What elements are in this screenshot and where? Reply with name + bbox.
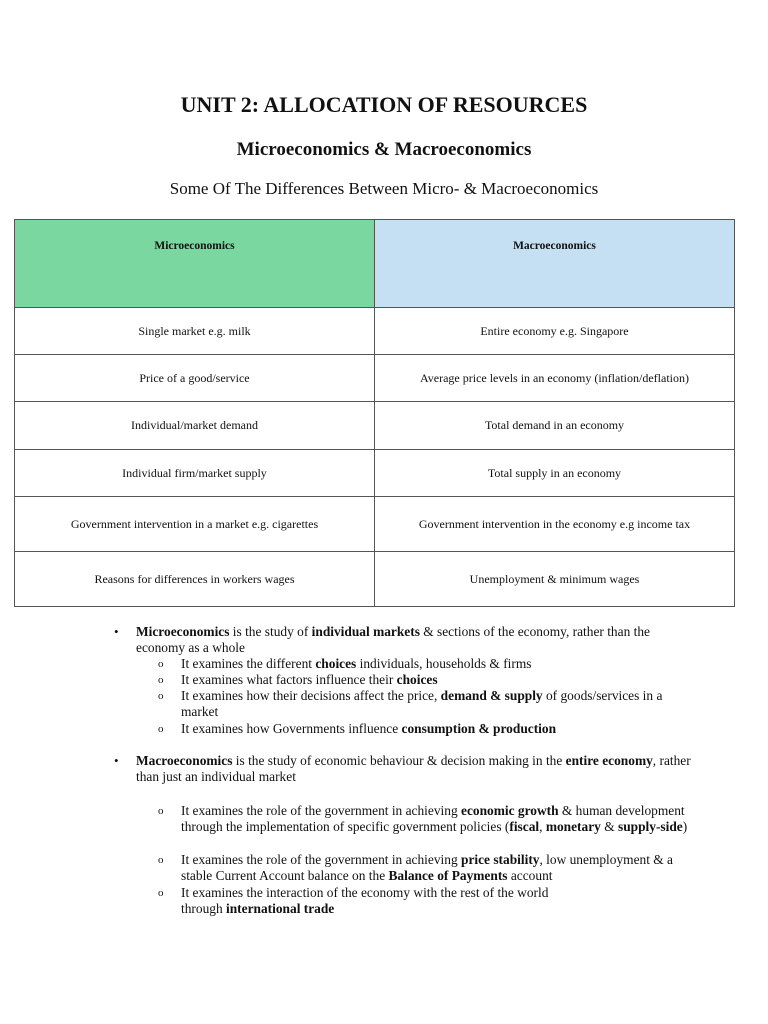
micro-bullet <box>114 624 696 656</box>
micro-cell: Single market e.g. milk <box>15 308 375 355</box>
sub-bullet-icon: o <box>158 854 164 866</box>
sub-bullet-icon: o <box>158 887 164 899</box>
macro-sub-item: o It examines the role of the government in achieving price stability, low unemployment & a stable Current Account balance on the Balance of Payments account <box>158 852 673 884</box>
table-row <box>15 552 735 607</box>
macro-column-header: Macroeconomics <box>375 220 735 308</box>
micro-sub-item: o It examines how their decisions affect the price, demand & supply of goods/services in a market <box>158 688 663 720</box>
bullet-icon: • <box>114 624 119 639</box>
macro-cell: Unemployment & minimum wages <box>375 552 735 607</box>
micro-sub-item: o It examines how Governments influence consumption & production <box>158 721 557 736</box>
micro-cell: Individual firm/market supply <box>15 450 375 497</box>
micro-column-header: Microeconomics <box>15 220 375 308</box>
table-caption: Some Of The Differences Between Micro- & Macroeconomics <box>169 179 599 198</box>
sub-bullet-icon: o <box>158 658 164 670</box>
page-title: UNIT 2: ALLOCATION OF RESOURCES <box>180 92 588 117</box>
sub-bullet-icon: o <box>158 723 164 735</box>
macro-definition: Macroeconomics is the study of economic behaviour & decision making in the entire economy, rather than just an individual market <box>136 753 691 785</box>
sub-bullet-icon: o <box>158 805 164 817</box>
macro-cell: Total supply in an economy <box>375 450 735 497</box>
micro-cell: Price of a good/service <box>15 355 375 402</box>
macro-cell: Government intervention in the economy e.g income tax <box>375 497 735 552</box>
sub-bullet-icon: o <box>158 674 164 686</box>
micro-sub-item: o It examines what factors influence their choices <box>158 672 438 687</box>
table-row <box>15 402 735 450</box>
macro-cell: Total demand in an economy <box>375 402 735 450</box>
micro-cell: Government intervention in a market e.g. cigarettes <box>15 497 375 552</box>
table-row <box>15 308 735 355</box>
macro-cell: Entire economy e.g. Singapore <box>375 308 735 355</box>
micro-cell: Individual/market demand <box>15 402 375 450</box>
macro-cell: Average price levels in an economy (inflation/deflation) <box>375 355 735 402</box>
macro-sub-item: o It examines the role of the government in achieving economic growth & human development through the implementation of specific government policies (fiscal, monetary & supply-side) <box>158 803 688 835</box>
page-subtitle: Microeconomics & Macroeconomics <box>236 139 532 160</box>
table-row <box>15 497 735 552</box>
micro-sub-item: o It examines the different choices individuals, households & firms <box>158 656 532 671</box>
sub-bullet-icon: o <box>158 690 164 702</box>
macro-bullet <box>114 753 696 785</box>
table-row <box>15 355 735 402</box>
bullet-icon: • <box>114 753 119 768</box>
table-header-row <box>15 220 735 308</box>
micro-definition: Microeconomics is the study of individual markets & sections of the economy, rather than the economy as a whole <box>136 624 650 656</box>
macro-sub-item: o It examines the interaction of the economy with the rest of the world through international trade <box>158 885 549 917</box>
micro-cell: Reasons for differences in workers wages <box>15 552 375 607</box>
table-row <box>15 450 735 497</box>
differences-table <box>14 219 735 607</box>
